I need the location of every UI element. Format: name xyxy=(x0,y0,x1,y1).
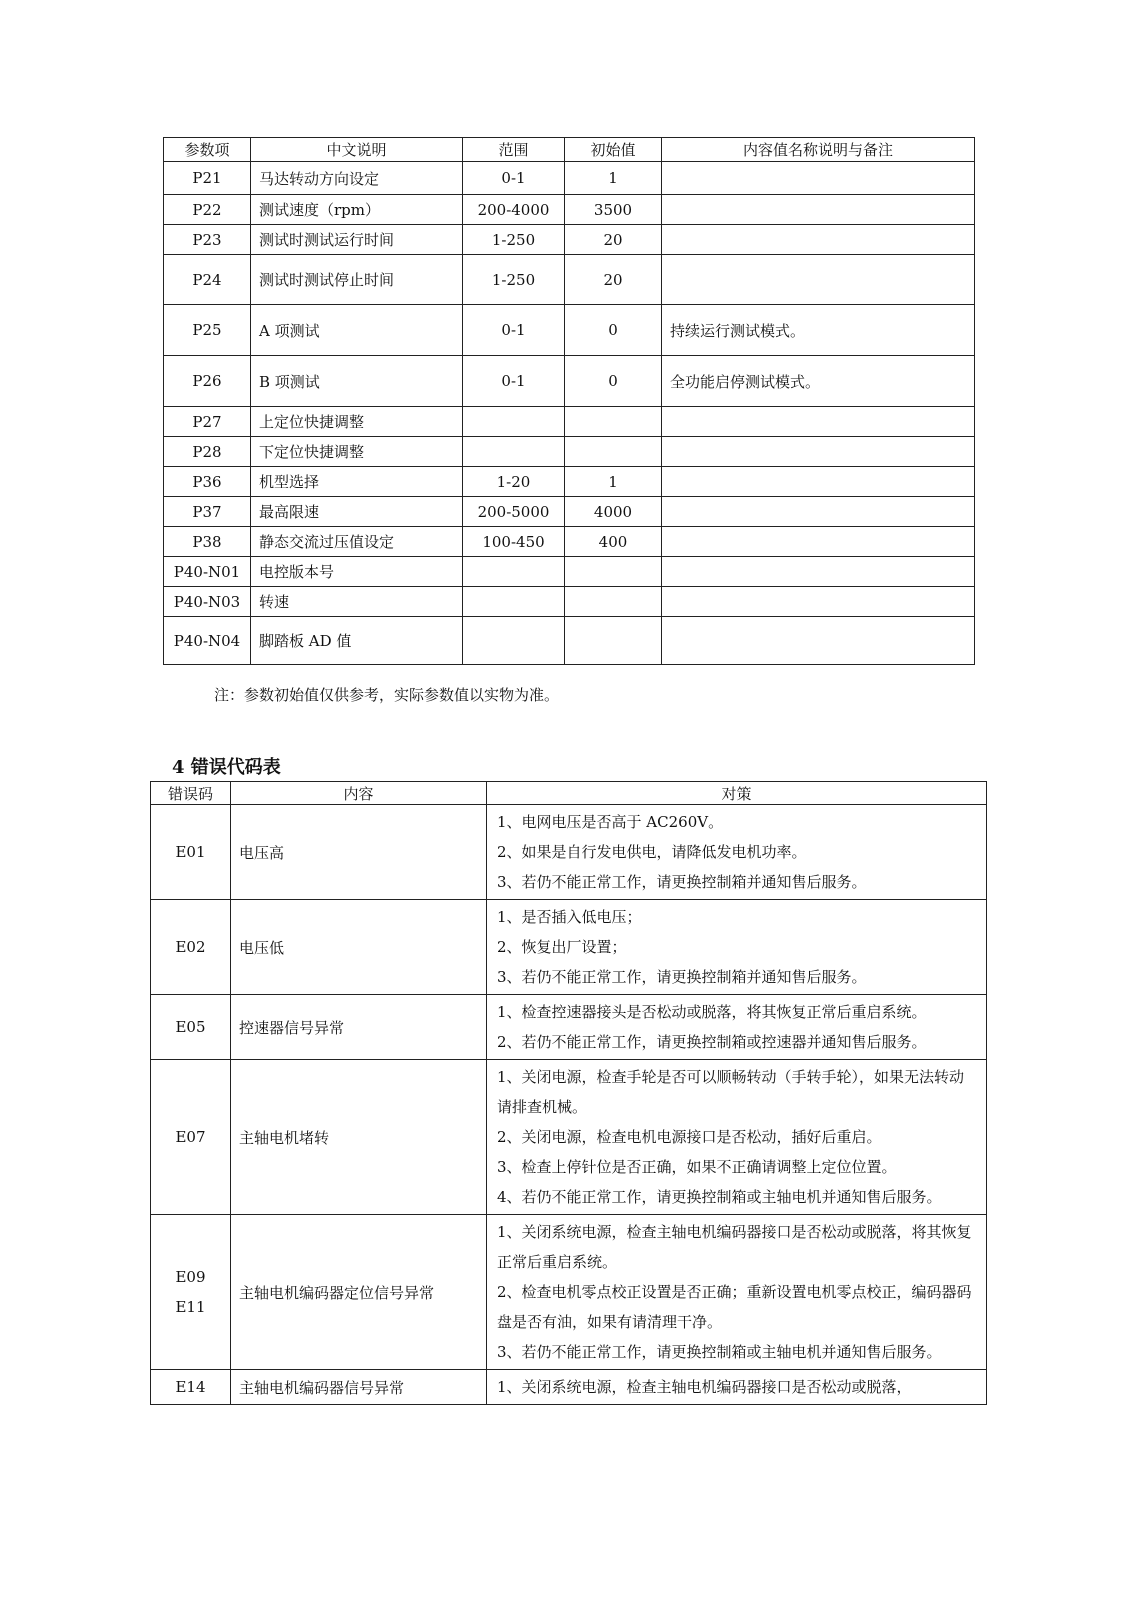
header-param-note: 内容值名称说明与备注 xyxy=(662,138,975,162)
solution-step: 1、关闭电源，检查手轮是否可以顺畅转动（手转手轮），如果无法转动请排查机械。 xyxy=(497,1068,965,1116)
param-init-cell xyxy=(565,437,662,467)
header-param-init: 初始值 xyxy=(565,138,662,162)
param-note-cell xyxy=(662,407,975,437)
param-note-cell xyxy=(662,195,975,225)
solution-step: 2、检查电机零点校正设置是否正确；重新设置电机零点校正，编码器码盘是否有油，如果有请清理干净。 xyxy=(497,1283,972,1331)
param-init-cell xyxy=(565,587,662,617)
param-desc-cell: 测试时测试运行时间 xyxy=(251,225,463,255)
solution-step: 3、若仍不能正常工作，请更换控制箱并通知售后服务。 xyxy=(497,968,867,986)
param-code-cell: P38 xyxy=(164,527,251,557)
param-range-cell: 1-20 xyxy=(463,467,565,497)
param-row xyxy=(164,437,975,467)
param-desc-cell: 测试时测试停止时间 xyxy=(251,255,463,305)
error-content-cell: 控速器信号异常 xyxy=(231,995,487,1060)
param-desc-cell: 下定位快捷调整 xyxy=(251,437,463,467)
param-desc-cell: B 项测试 xyxy=(251,356,463,407)
error-code-cell: E09 E11 xyxy=(151,1215,231,1370)
header-error-code: 错误码 xyxy=(151,782,231,805)
param-init-cell xyxy=(565,617,662,665)
error-code-cell: E01 xyxy=(151,805,231,900)
error-solution-cell xyxy=(487,995,987,1060)
section-title: 4 错误代码表 xyxy=(172,757,281,778)
solution-step: 3、检查上停针位是否正确，如果不正确请调整上定位位置。 xyxy=(497,1158,897,1176)
error-row xyxy=(151,1370,987,1405)
param-init-cell: 0 xyxy=(565,356,662,407)
error-content-cell: 主轴电机堵转 xyxy=(231,1060,487,1215)
param-row xyxy=(164,255,975,305)
param-row xyxy=(164,305,975,356)
param-note-cell: 持续运行测试模式。 xyxy=(662,305,975,356)
param-code-cell: P27 xyxy=(164,407,251,437)
param-row xyxy=(164,162,975,195)
param-note-cell xyxy=(662,557,975,587)
param-range-cell xyxy=(463,407,565,437)
error-solution-cell xyxy=(487,900,987,995)
param-init-cell: 20 xyxy=(565,225,662,255)
param-range-cell: 200-5000 xyxy=(463,497,565,527)
param-range-cell: 0-1 xyxy=(463,356,565,407)
error-row xyxy=(151,995,987,1060)
param-code-cell: P24 xyxy=(164,255,251,305)
param-row xyxy=(164,225,975,255)
header-error-content: 内容 xyxy=(231,782,487,805)
param-code-cell: P25 xyxy=(164,305,251,356)
param-range-cell xyxy=(463,617,565,665)
error-row xyxy=(151,1060,987,1215)
param-desc-cell: 最高限速 xyxy=(251,497,463,527)
param-note-cell: 全功能启停测试模式。 xyxy=(662,356,975,407)
param-code-cell: P26 xyxy=(164,356,251,407)
param-init-cell: 1 xyxy=(565,162,662,195)
param-note-cell xyxy=(662,587,975,617)
error-solution-cell xyxy=(487,805,987,900)
solution-step: 2、如果是自行发电供电，请降低发电机功率。 xyxy=(497,843,807,861)
solution-step: 1、关闭系统电源，检查主轴电机编码器接口是否松动或脱落，将其恢复正常后重启系统。 xyxy=(497,1223,972,1271)
param-row xyxy=(164,407,975,437)
param-range-cell xyxy=(463,437,565,467)
param-init-cell xyxy=(565,557,662,587)
param-code-cell: P22 xyxy=(164,195,251,225)
param-note-cell xyxy=(662,467,975,497)
error-row xyxy=(151,805,987,900)
param-code-cell: P37 xyxy=(164,497,251,527)
parameter-table-header xyxy=(164,138,975,162)
param-row xyxy=(164,617,975,665)
param-range-cell: 100-450 xyxy=(463,527,565,557)
param-desc-cell: 脚踏板 AD 值 xyxy=(251,617,463,665)
param-range-cell: 1-250 xyxy=(463,225,565,255)
error-row xyxy=(151,900,987,995)
solution-step: 2、恢复出厂设置； xyxy=(497,938,627,956)
param-desc-cell: 上定位快捷调整 xyxy=(251,407,463,437)
solution-step: 4、若仍不能正常工作，请更换控制箱或主轴电机并通知售后服务。 xyxy=(497,1188,942,1206)
param-code-cell: P40-N04 xyxy=(164,617,251,665)
solution-step: 3、若仍不能正常工作，请更换控制箱并通知售后服务。 xyxy=(497,873,867,891)
error-code-cell: E14 xyxy=(151,1370,231,1405)
error-code-cell: E02 xyxy=(151,900,231,995)
param-init-cell: 0 xyxy=(565,305,662,356)
param-init-cell xyxy=(565,407,662,437)
error-code-cell: E07 xyxy=(151,1060,231,1215)
param-init-cell: 4000 xyxy=(565,497,662,527)
param-desc-cell: 机型选择 xyxy=(251,467,463,497)
param-code-cell: P40-N01 xyxy=(164,557,251,587)
error-table-header xyxy=(151,782,987,805)
error-solution-cell xyxy=(487,1370,987,1405)
param-desc-cell: 静态交流过压值设定 xyxy=(251,527,463,557)
param-desc-cell: 转速 xyxy=(251,587,463,617)
param-code-cell: P28 xyxy=(164,437,251,467)
param-row xyxy=(164,356,975,407)
param-desc-cell: 马达转动方向设定 xyxy=(251,162,463,195)
param-row xyxy=(164,497,975,527)
param-range-cell xyxy=(463,557,565,587)
param-desc-cell: 电控版本号 xyxy=(251,557,463,587)
header-param-desc: 中文说明 xyxy=(251,138,463,162)
error-content-cell: 主轴电机编码器定位信号异常 xyxy=(231,1215,487,1370)
error-row xyxy=(151,1215,987,1370)
parameter-table xyxy=(163,137,975,665)
param-range-cell: 200-4000 xyxy=(463,195,565,225)
solution-step: 2、关闭电源，检查电机电源接口是否松动，插好后重启。 xyxy=(497,1128,882,1146)
param-init-cell: 3500 xyxy=(565,195,662,225)
solution-step: 1、是否插入低电压； xyxy=(497,908,642,926)
param-range-cell: 0-1 xyxy=(463,305,565,356)
param-row xyxy=(164,587,975,617)
param-range-cell: 0-1 xyxy=(463,162,565,195)
param-desc-cell: 测试速度（rpm） xyxy=(251,195,463,225)
header-param-range: 范围 xyxy=(463,138,565,162)
param-init-cell: 400 xyxy=(565,527,662,557)
param-init-cell: 20 xyxy=(565,255,662,305)
param-row xyxy=(164,557,975,587)
error-solution-cell xyxy=(487,1060,987,1215)
param-code-cell: P21 xyxy=(164,162,251,195)
param-row xyxy=(164,467,975,497)
solution-step: 1、检查控速器接头是否松动或脱落，将其恢复正常后重启系统。 xyxy=(497,1003,927,1021)
param-note-cell xyxy=(662,255,975,305)
error-code-table xyxy=(150,781,987,1405)
param-code-cell: P40-N03 xyxy=(164,587,251,617)
table-footnote: 注：参数初始值仅供参考，实际参数值以实物为准。 xyxy=(214,686,560,704)
header-error-solution: 对策 xyxy=(487,782,987,805)
param-note-cell xyxy=(662,617,975,665)
param-note-cell xyxy=(662,497,975,527)
solution-step: 2、若仍不能正常工作，请更换控制箱或控速器并通知售后服务。 xyxy=(497,1033,927,1051)
param-init-cell: 1 xyxy=(565,467,662,497)
param-note-cell xyxy=(662,225,975,255)
solution-step: 3、若仍不能正常工作，请更换控制箱或主轴电机并通知售后服务。 xyxy=(497,1343,942,1361)
param-desc-cell: A 项测试 xyxy=(251,305,463,356)
error-solution-cell xyxy=(487,1215,987,1370)
error-content-cell: 电压高 xyxy=(231,805,487,900)
error-content-cell: 主轴电机编码器信号异常 xyxy=(231,1370,487,1405)
param-note-cell xyxy=(662,437,975,467)
param-range-cell: 1-250 xyxy=(463,255,565,305)
param-note-cell xyxy=(662,527,975,557)
error-content-cell: 电压低 xyxy=(231,900,487,995)
header-param-code: 参数项 xyxy=(164,138,251,162)
solution-step: 1、电网电压是否高于 AC260V。 xyxy=(497,813,724,831)
param-code-cell: P36 xyxy=(164,467,251,497)
error-code-cell: E05 xyxy=(151,995,231,1060)
param-row xyxy=(164,195,975,225)
param-note-cell xyxy=(662,162,975,195)
param-row xyxy=(164,527,975,557)
param-code-cell: P23 xyxy=(164,225,251,255)
solution-step: 1、关闭系统电源，检查主轴电机编码器接口是否松动或脱落， xyxy=(497,1378,912,1396)
param-range-cell xyxy=(463,587,565,617)
